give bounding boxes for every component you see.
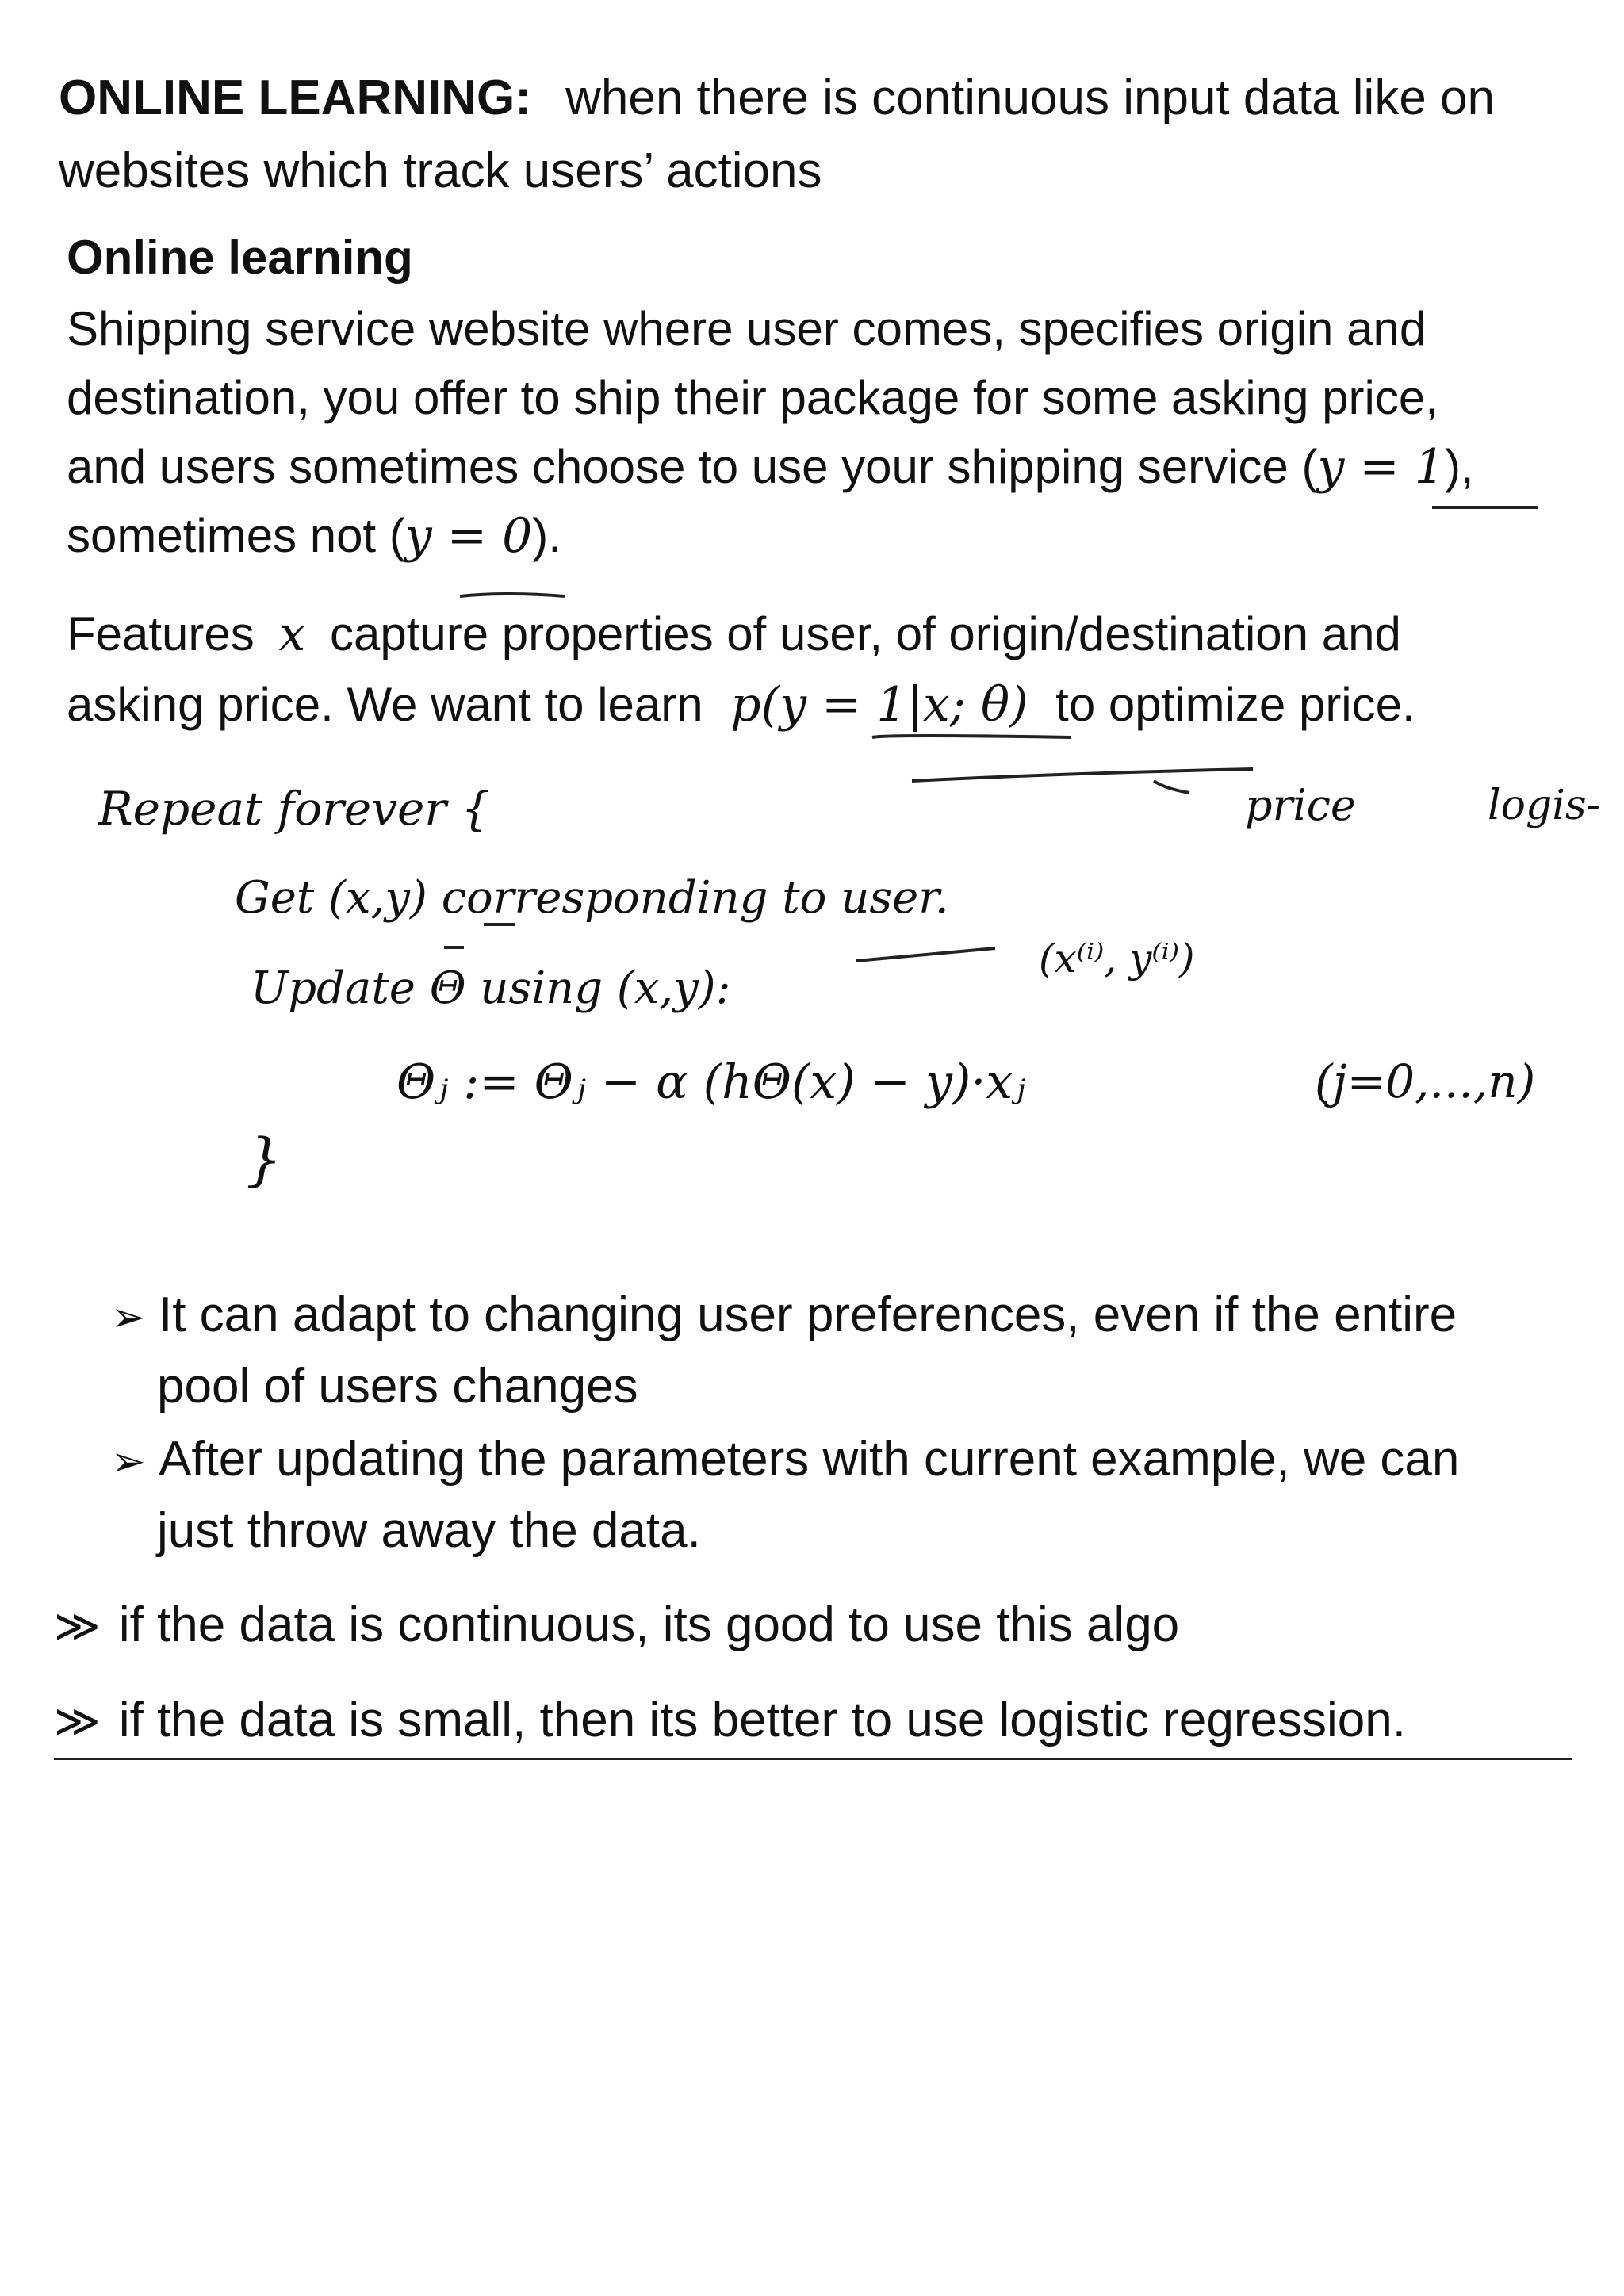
note-line [54,1684,1406,1758]
hw-update-rule: Θⱼ := Θⱼ − α (hΘ(x) − y)·xⱼ [396,1054,1026,1110]
arrow-bullet-icon: ➢ [111,1439,146,1485]
math-y-equals-0: y = 0 [404,508,533,564]
hw-price: price [1245,780,1356,830]
hw-logis: logis- [1488,782,1601,829]
bullet-item [111,1280,1457,1353]
arrow-bullet-icon: ➢ [111,1295,146,1341]
bullet-text-1b: pool of users changes [157,1359,638,1414]
bullet-text-1a: It can adapt to changing user preferences, even if the entire [159,1288,1457,1342]
hw-repeat: Repeat forever { [98,782,491,836]
slide-line-5a: Features [67,607,255,660]
math-probability: p(y = 1|x; θ) [730,677,1028,733]
slide-line-4-end: ). [532,509,561,562]
hw-update: Update Θ using (x,y): [251,962,731,1014]
price-arrow-mark [1154,781,1189,793]
hw-close-brace: } [246,1126,282,1192]
note-line [54,1589,1179,1663]
double-arrow-icon: ≫ [54,1696,101,1746]
note-text: if the data is small, then its better to use logistic regression. [118,1693,1406,1747]
hw-index-range: (j=0,...,n) [1315,1054,1536,1108]
slide-line-1: Shipping service website where user comes, specifies origin and [67,302,1427,355]
slide-line-6a: asking price. We want to learn [67,678,703,731]
slide-line-5b: capture properties of user, of origin/destination and [329,607,1401,660]
header-text: when there is continuous input data like on [565,71,1495,125]
page-title: ONLINE LEARNING: [59,71,531,125]
math-x: x [278,607,306,662]
bottom-rule [54,1758,1572,1760]
bullet-text-2a: After updating the parameters with current example, we can [159,1432,1460,1487]
slide-line-4-text: sometimes not ( [67,509,405,562]
hw-xiyi: (x⁽ⁱ⁾, y⁽ⁱ⁾) [1039,936,1195,982]
bullet-item [111,1424,1459,1498]
slide-heading: Online learning [67,231,413,284]
slide-line-3-end: ), [1444,440,1474,493]
hw-get: Get (x,y) corresponding to user. [235,872,949,924]
underline-y0-mark [460,594,565,596]
math-y-equals-1: y = 1 [1317,439,1445,495]
price-line-mark [912,769,1253,781]
underline-prob-mark [872,736,1071,737]
slide-line-6b: to optimize price. [1055,678,1415,731]
slide-line-2: destination, you offer to ship their package for some asking price, [67,371,1438,424]
tick-line-mark [856,948,995,961]
double-arrow-icon: ≫ [54,1601,101,1651]
header-line-2: websites which track users’ actions [59,144,822,198]
note-text: if the data is continuous, its good to use this algo [118,1598,1180,1652]
bullet-text-2b: just throw away the data. [157,1503,701,1558]
slide-line-3-text: and users sometimes choose to use your shipping service ( [67,440,1318,493]
